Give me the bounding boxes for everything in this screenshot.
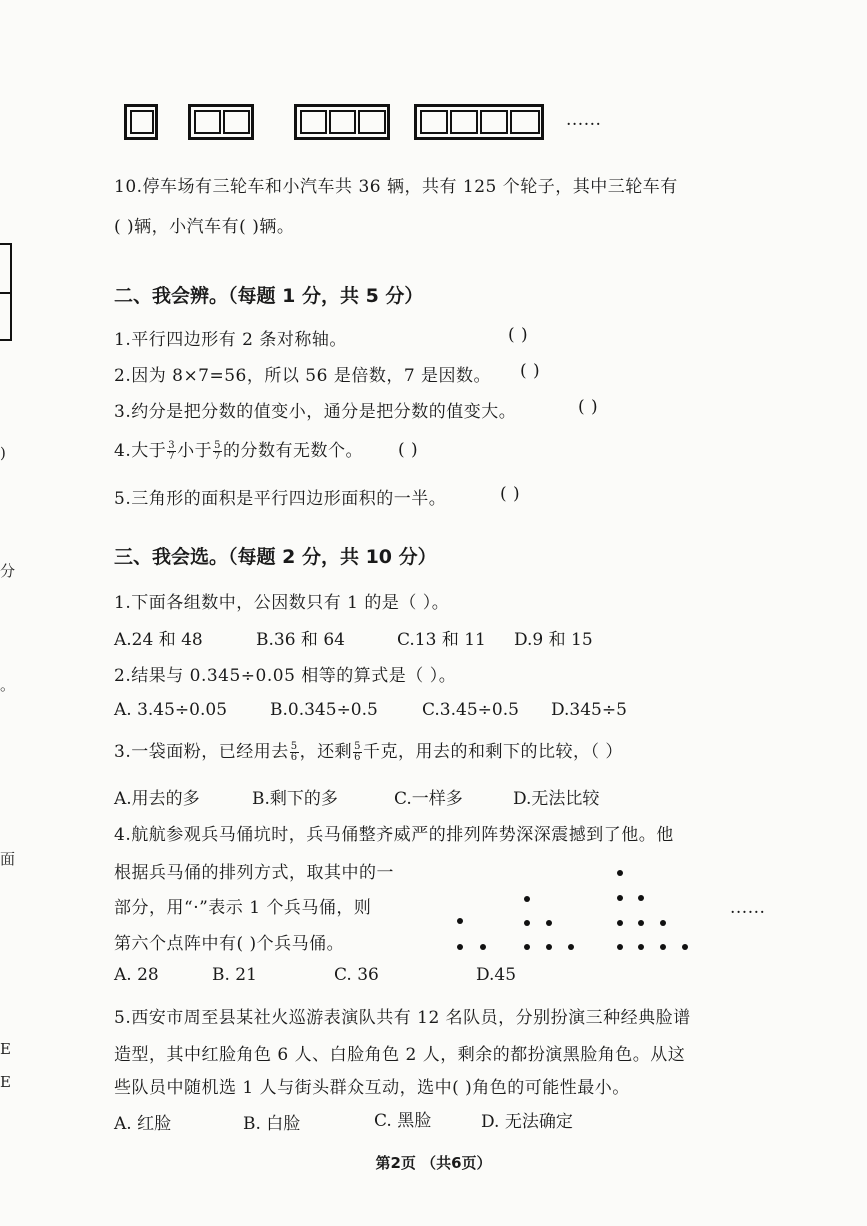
s3-q1-option-d[interactable]: D.9 和 15 [514, 630, 593, 650]
dot [617, 870, 623, 876]
s3-q5-option-c[interactable]: C. 黑脸 [374, 1111, 432, 1131]
dot [480, 944, 486, 950]
dot [457, 918, 463, 924]
fraction: $\frac{3}{7}$ [168, 440, 176, 462]
s3-q1-option-b[interactable]: B.36 和 64 [256, 630, 345, 650]
s3-q5-line1: 5.西安市周至县某社火巡游表演队共有 12 名队员，分别扮演三种经典脸谱 [114, 1008, 691, 1028]
margin-fragment: E [0, 1073, 11, 1091]
s3-q2-option-b[interactable]: B.0.345÷0.5 [270, 700, 378, 720]
q10-line2: ( )辆，小汽车有( )辆。 [114, 217, 295, 237]
s3-q4-line3: 部分，用“·”表示 1 个兵马俑，则 [114, 898, 372, 918]
margin-fragment: 。 [0, 676, 16, 694]
page-number: 第2页 （共6页） [375, 1154, 492, 1172]
s2-item-5-answer[interactable]: ( ) [500, 484, 521, 504]
dot-pattern-ellipsis: ...... [730, 898, 766, 918]
s3-q5-option-a[interactable]: A. 红脸 [114, 1114, 172, 1134]
s2-item-2: 2.因为 8×7=56，所以 56 是倍数，7 是因数。 [114, 366, 492, 386]
s2-item-1: 1.平行四边形有 2 条对称轴。 [114, 330, 347, 350]
s3-q1-option-c[interactable]: C.13 和 11 [397, 630, 486, 650]
binding-tick [0, 292, 12, 294]
s2-item-2-answer[interactable]: ( ) [520, 361, 541, 381]
fraction: $\frac{5}{6}$ [290, 741, 298, 763]
s3-q4-line1: 4.航航参观兵马俑坑时，兵马俑整齐威严的排列阵势深深震撼到了他。他 [114, 825, 674, 845]
dot [546, 920, 552, 926]
s3-q5-line2: 造型，其中红脸角色 6 人、白脸角色 2 人，剩余的都扮演黑脸角色。从这 [114, 1045, 686, 1065]
s2-item-5: 5.三角形的面积是平行四边形面积的一半。 [114, 489, 447, 509]
dot [524, 944, 530, 950]
s3-q2-option-d[interactable]: D.345÷5 [551, 700, 627, 720]
s3-q3-option-c[interactable]: C.一样多 [394, 789, 463, 809]
s3-q3-option-b[interactable]: B.剩下的多 [252, 789, 338, 809]
dot [638, 895, 644, 901]
dot [617, 944, 623, 950]
s3-q3-option-d[interactable]: D.无法比较 [513, 789, 600, 809]
dot [524, 920, 530, 926]
s3-q5-line3: 些队员中随机选 1 人与街头群众互动，选中( )角色的可能性最小。 [114, 1078, 630, 1098]
s2-item-1-answer[interactable]: ( ) [508, 325, 529, 345]
fraction: $\frac{5}{6}$ [354, 741, 361, 763]
margin-fragment: E [0, 1040, 11, 1058]
section2-heading: 二、我会辨。（每题 1 分，共 5 分） [114, 285, 424, 307]
s3-q2-option-c[interactable]: C.3.45÷0.5 [422, 700, 519, 720]
s3-q4-line4: 第六个点阵中有( )个兵马俑。 [114, 934, 345, 954]
dot [617, 920, 623, 926]
s2-item-3-answer[interactable]: ( ) [578, 397, 599, 417]
dot [660, 944, 666, 950]
margin-fragment: ) [0, 444, 6, 462]
dot [638, 944, 644, 950]
dot [638, 920, 644, 926]
s2-item-4: 4.大于 $\frac{3}{7}$ 小于 $\frac{5}{7}$ 的分数有无数个。 [114, 440, 363, 462]
s3-q4-option-c[interactable]: C. 36 [334, 965, 379, 985]
s3-q3-stem: 3.一袋面粉，已经用去 $\frac{5}{6}$ ，还剩 $\frac{5}{6}$ 千克，用去的和剩下的比较，（ ） [114, 741, 623, 763]
q10-line1: 10.停车场有三轮车和小汽车共 36 辆，共有 125 个轮子，其中三轮车有 [114, 177, 678, 197]
dot [568, 944, 574, 950]
dot [682, 944, 688, 950]
dot [524, 896, 530, 902]
s3-q5-option-d[interactable]: D. 无法确定 [481, 1112, 573, 1132]
section3-heading: 三、我会选。（每题 2 分，共 10 分） [114, 546, 437, 568]
s3-q4-option-d[interactable]: D.45 [476, 965, 517, 985]
matchstick-group-1 [124, 104, 158, 140]
dot [457, 944, 463, 950]
s2-item-3: 3.约分是把分数的值变小，通分是把分数的值变大。 [114, 402, 517, 422]
margin-fragment: 分 [0, 562, 16, 580]
dot [546, 944, 552, 950]
s3-q4-option-b[interactable]: B. 21 [212, 965, 257, 985]
s3-q1-stem: 1.下面各组数中，公因数只有 1 的是（ ）。 [114, 593, 450, 613]
s3-q4-line2: 根据兵马俑的排列方式，取其中的一 [114, 863, 394, 883]
matchstick-group-3 [294, 104, 390, 140]
fraction: $\frac{5}{7}$ [214, 440, 221, 462]
s3-q4-option-a[interactable]: A. 28 [114, 965, 159, 985]
dot [617, 895, 623, 901]
s3-q3-option-a[interactable]: A.用去的多 [114, 789, 200, 809]
margin-fragment: 面 [0, 850, 16, 868]
matchstick-group-2 [188, 104, 254, 140]
s3-q5-option-b[interactable]: B. 白脸 [243, 1114, 301, 1134]
s3-q2-option-a[interactable]: A. 3.45÷0.05 [114, 700, 228, 720]
s3-q2-stem: 2.结果与 0.345÷0.05 相等的算式是（ ）。 [114, 666, 457, 686]
s2-item-4-answer[interactable]: ( ) [398, 440, 419, 460]
s3-q1-option-a[interactable]: A.24 和 48 [114, 630, 203, 650]
figure-ellipsis: ...... [566, 110, 602, 130]
dot [660, 920, 666, 926]
matchstick-group-4 [414, 104, 544, 140]
